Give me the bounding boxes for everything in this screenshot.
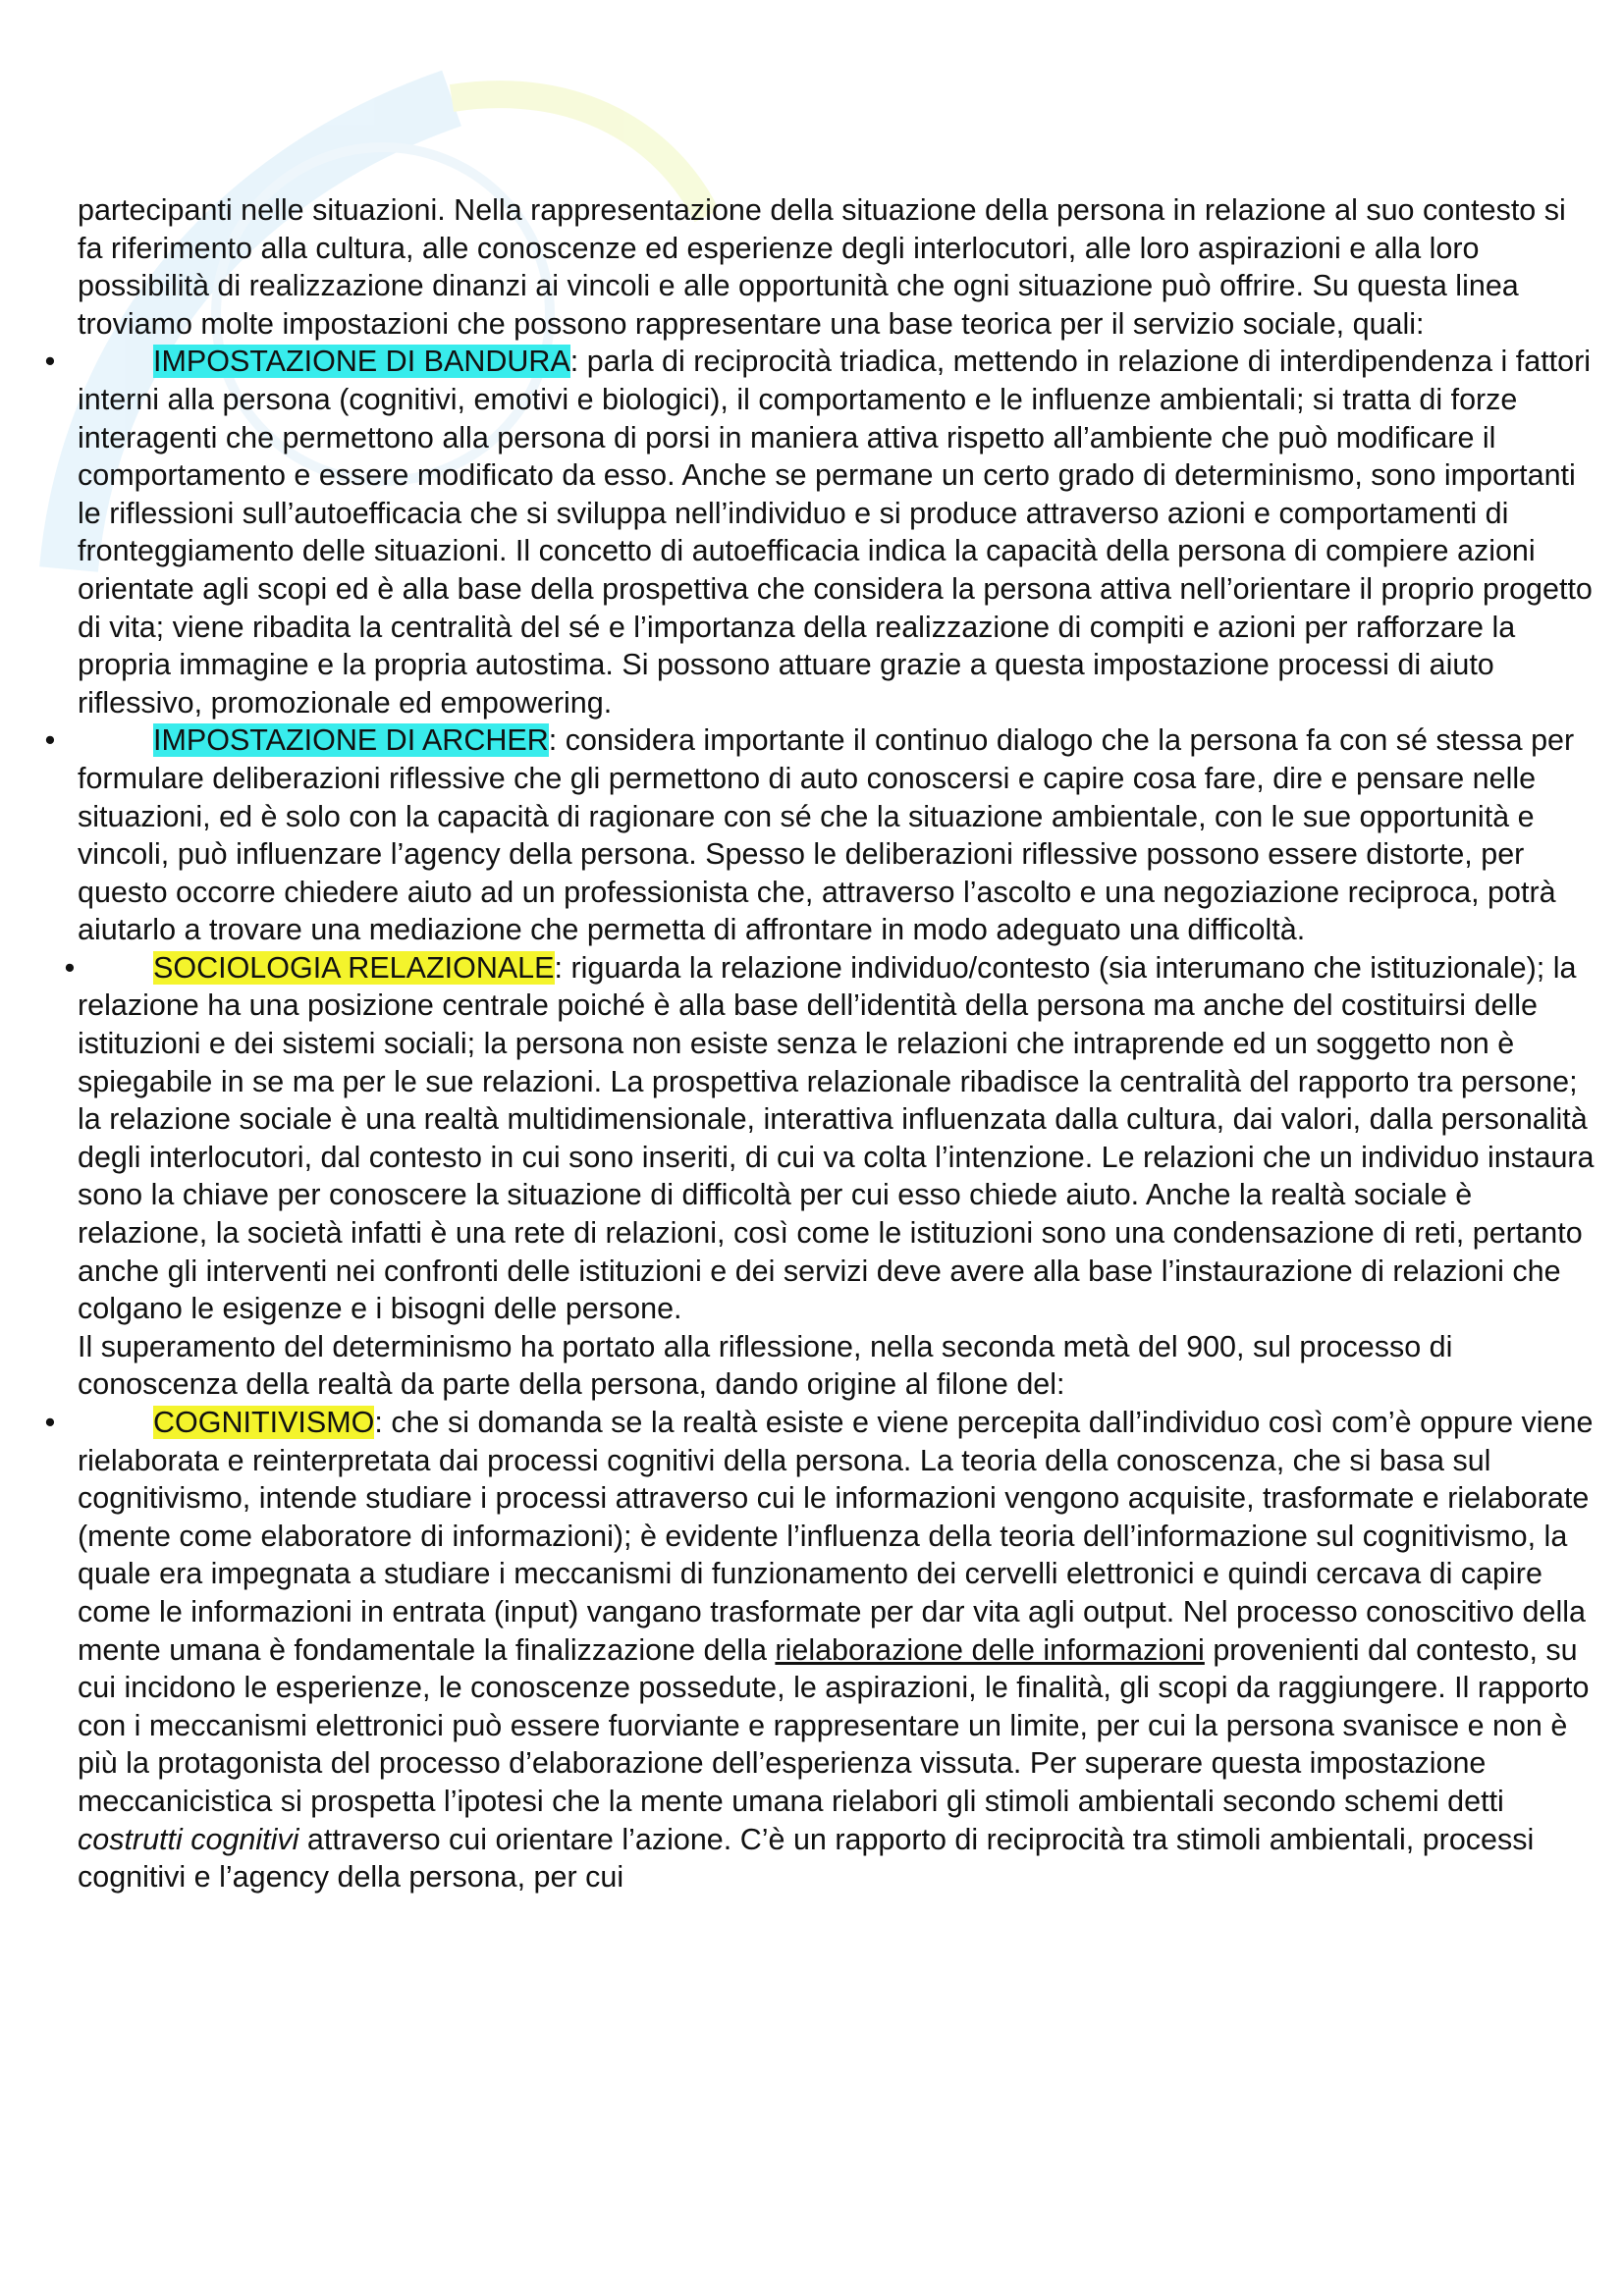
- italic-term: costrutti cognitivi: [78, 1822, 299, 1856]
- list-item-archer: [44, 721, 1595, 949]
- determinismo-paragraph: Il superamento del determinismo ha portato alla riflessione, nella seconda metà del 900, sul processo di conoscenza della realtà da parte della persona, dando origine al filone del:: [78, 1329, 1453, 1402]
- document-page: [44, 191, 1595, 1896]
- underlined-term: rielaborazione delle informazioni: [775, 1632, 1205, 1667]
- list-item-sociologia-relazionale: [64, 949, 1595, 1404]
- intro-paragraph: partecipanti nelle situazioni. Nella rappresentazione della situazione della persona in relazione al suo contesto si fa riferimento alla cultura, alle conoscenze ed esperienze degli interlocutori, alle loro aspirazioni e alla loro possibilità di realizzazione dinanzi ai vincoli e alle opportunità che ogni situazione può offrire. Su questa linea troviamo molte impostazioni che possono rappresentare una base teorica per il servizio sociale, quali:: [78, 193, 1566, 341]
- sociologia-continuation: la relazione sociale è una realtà multidimensionale, interattiva influenzata dalla cultura, dai valori, dalla personalità degli interlocutori, dal contesto in cui sono inseriti, di cui va colta l’intenzione. Le relazioni che un individuo instaura sono la chiave per conoscere la situazione di difficoltà per cui esso chiede aiuto. Anche la realtà sociale è relazione, la società infatti è una rete di relazioni, così come le istituzioni sono una condensazione di reti, pertanto anche gli interventi nei confronti delle istituzioni e dei servizi deve avere alla base l’instaurazione di relazioni che colgano le esigenze e i bisogni delle persone.: [78, 1102, 1595, 1326]
- archer-text: : considera importante il continuo dialogo che la persona fa con sé stessa per formulare deliberazioni riflessive che gli permettono di auto conoscersi e capire cosa fare, dire e pensare nelle situazioni, ed è solo con la capacità di ragionare con sé che la situazione ambientale, con le sue opportunità e vincoli, può influenzare l’agency della persona. Spesso le deliberazioni riflessive possono essere distorte, per questo occorre chiedere aiuto ad un professionista che, attraverso l’ascolto e una negoziazione reciproca, potrà aiutarlo a trovare una mediazione che permetta di affrontare in modo adeguato una difficoltà.: [78, 723, 1575, 947]
- heading-cognitivismo: COGNITIVISMO: [153, 1406, 375, 1439]
- bullet-marker: •: [64, 950, 76, 985]
- heading-sociologia-relazionale: SOCIOLOGIA RELAZIONALE: [153, 950, 555, 985]
- cognitivismo-text-a: : che si domanda se la realtà esiste e viene percepita dall’individuo così com’è oppure viene rielaborata e reinterpretata dai processi cognitivi della persona. La teoria della conoscenza, che si basa sul cognitivismo, intende studiare i processi attraverso cui le informazioni vengono acquisite, trasformate e rielaborate (mente come elaboratore di informazioni); è evidente l’influenza della teoria dell’informazione sul cognitivismo, la quale era impegnata a studiare i meccanismi di funzionamento dei cervelli elettronici e quindi cercava di capire come le informazioni in entrata (input) vangano trasformate per dar vita agli output. Nel processo conoscitivo della mente umana è fondamentale la finalizzazione della: [78, 1406, 1594, 1667]
- bandura-text: : parla di reciprocità triadica, mettendo in relazione di interdipendenza i fattori interni alla persona (cognitivi, emotivi e biologici), il comportamento e le influenze ambientali; si tratta di forze interagenti che permettono alla persona di porsi in maniera attiva rispetto all’ambiente che può modificare il comportamento e essere modificato da esso. Anche se permane un certo grado di determinismo, sono importanti le riflessioni sull’autoefficacia che si sviluppa nell’individuo e si produce attraverso azioni e comportamenti di fronteggiamento delle situazioni. Il concetto di autoefficacia indica la capacità della persona di compiere azioni orientate agli scopi ed è alla base della prospettiva che considera la persona attiva nell’orientare il proprio progetto di vita; viene ribadita la centralità del sé e l’importanza della realizzazione di compiti e azioni per rafforzare la propria immagine e la propria autostima. Si possono attuare grazie a questa impostazione processi di aiuto riflessivo, promozionale ed empowering.: [78, 345, 1593, 720]
- cognitivismo-text-b: provenienti dal contesto, su cui incidono le esperienze, le conoscenze possedute, le aspirazioni, le finalità, gli scopi da raggiungere. Il rapporto con i meccanismi elettronici può essere fuorviante e rappresentare un limite, per cui la persona svanisce e non è più la protagonista del processo d’elaborazione dell’esperienza vissuta. Per superare questa impostazione meccanicistica si prospetta l’ipotesi che la mente umana rielabori gli stimoli ambientali secondo schemi detti: [78, 1632, 1590, 1818]
- sociologia-text: : riguarda la relazione individuo/contesto (sia interumano che istituzionale); la relazione ha una posizione centrale poiché è alla base dell’identità della persona ma anche del costituirsi delle istituzioni e dei sistemi sociali; la persona non esiste senza le relazioni che intraprende ed un soggetto non è spiegabile in se ma per le sue relazioni. La prospettiva relazionale ribadisce la centralità del rapporto tra persone;: [78, 950, 1578, 1098]
- bullet-marker: •: [44, 1406, 56, 1439]
- bullet-marker: •: [44, 345, 56, 379]
- list-item-cognitivismo: [44, 1404, 1595, 1896]
- list-item-bandura: [44, 343, 1595, 721]
- cognitivismo-text-c: attraverso cui orientare l’azione. C’è un rapporto di reciprocità tra stimoli ambientali, processi cognitivi e l’agency della persona, per cui: [78, 1822, 1535, 1895]
- bullet-marker: •: [44, 723, 56, 758]
- heading-archer: IMPOSTAZIONE DI ARCHER: [153, 723, 549, 758]
- heading-bandura: IMPOSTAZIONE DI BANDURA: [153, 345, 570, 379]
